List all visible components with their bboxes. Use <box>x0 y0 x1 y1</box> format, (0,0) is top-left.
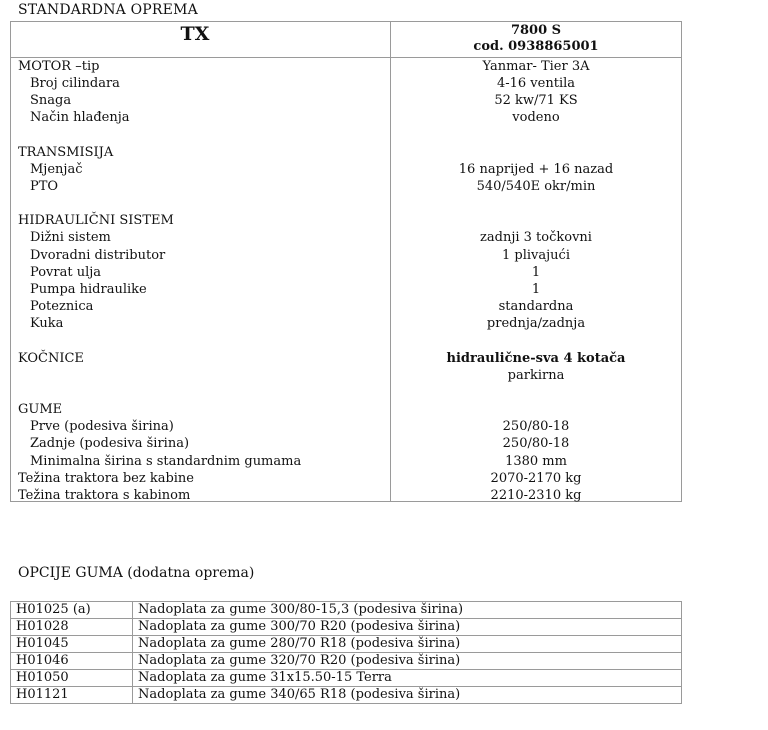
spec-value-pto: 540/540E okr/min <box>476 179 596 194</box>
table-row <box>11 602 682 619</box>
spec-value-rear-tires: 250/80-18 <box>502 436 570 451</box>
option-desc: Nadoplata za gume 300/80-15,3 (podesiva širina) <box>133 602 682 619</box>
spec-label-pto: PTO <box>30 179 59 194</box>
option-code: H01121 <box>11 687 133 704</box>
spec-label-drawbar: Poteznica <box>30 299 94 314</box>
spec-value-front-tires: 250/80-18 <box>502 419 570 434</box>
spec-label-lift: Dižni sistem <box>30 230 111 245</box>
spec-label-gearbox: Mjenjač <box>30 162 83 177</box>
spec-label-weight-no-cab: Težina traktora bez kabine <box>18 471 195 486</box>
option-code: H01028 <box>11 619 133 636</box>
spec-value-oil-return: 1 <box>531 265 541 280</box>
spec-value-drawbar: standardna <box>498 299 574 314</box>
variant-code: cod. 0938865001 <box>473 39 599 54</box>
table-row <box>11 619 682 636</box>
spec-label-weight-cab: Težina traktora s kabinom <box>18 488 191 503</box>
option-desc: Nadoplata za gume 320/70 R20 (podesiva širina) <box>133 653 682 670</box>
spec-value-weight-cab: 2210-2310 kg <box>490 488 582 503</box>
options-table <box>10 601 682 704</box>
model-name: TX <box>180 23 210 45</box>
option-code: H01025 (a) <box>11 602 133 619</box>
spec-value-weight-no-cab: 2070-2170 kg <box>490 471 582 486</box>
spec-label-oil-return: Povrat ulja <box>30 265 102 280</box>
spec-value-min-width: 1380 mm <box>505 454 567 469</box>
spec-label-hook: Kuka <box>30 316 64 331</box>
table-row <box>11 670 682 687</box>
spec-value-distributor: 1 plivajući <box>502 248 570 263</box>
spec-label-cylinders: Broj cilindara <box>30 76 120 91</box>
option-desc: Nadoplata za gume 31x15.50-15 Terra <box>133 670 682 687</box>
spec-value-cooling: vodeno <box>512 110 560 125</box>
spec-label-tires: GUME <box>18 402 63 417</box>
options-title: OPCIJE GUMA (dodatna oprema) <box>18 565 255 581</box>
table-row <box>11 653 682 670</box>
option-code: H01046 <box>11 653 133 670</box>
spec-label-front-tires: Prve (podesiva širina) <box>30 419 174 434</box>
spec-label-rear-tires: Zadnje (podesiva širina) <box>30 436 190 451</box>
spec-value-cylinders: 4-16 ventila <box>496 76 576 91</box>
spec-value-gearbox: 16 naprijed + 16 nazad <box>458 162 614 177</box>
spec-label-motor: MOTOR –tip <box>18 59 100 74</box>
spec-label-hydraulics: HIDRAULIČNI SISTEM <box>18 213 174 228</box>
option-code: H01050 <box>11 670 133 687</box>
table-row <box>11 636 682 653</box>
spec-label-cooling: Način hlađenja <box>30 110 130 125</box>
spec-value-pump: 1 <box>531 282 541 297</box>
spec-value-brakes: hidraulične-sva 4 kotača <box>446 351 626 366</box>
option-desc: Nadoplata za gume 280/70 R18 (podesiva širina) <box>133 636 682 653</box>
variant-name: 7800 S <box>510 23 562 38</box>
spec-label-min-width: Minimalna širina s standardnim gumama <box>30 454 302 469</box>
spec-label-brakes: KOČNICE <box>18 351 84 366</box>
spec-label-transmission: TRANSMISIJA <box>18 145 114 160</box>
option-code: H01045 <box>11 636 133 653</box>
spec-label-distributor: Dvoradni distributor <box>30 248 166 263</box>
option-desc: Nadoplata za gume 300/70 R20 (podesiva širina) <box>133 619 682 636</box>
page-title: STANDARDNA OPREMA <box>18 2 198 18</box>
spec-value-lift: zadnji 3 točkovni <box>480 230 592 245</box>
option-desc: Nadoplata za gume 340/65 R18 (podesiva širina) <box>133 687 682 704</box>
spec-label-power: Snaga <box>30 93 72 108</box>
table-row <box>11 687 682 704</box>
spec-label-pump: Pumpa hidraulike <box>30 282 147 297</box>
spec-value-power: 52 kw/71 KS <box>494 93 578 108</box>
spec-value-parking-brake: parkirna <box>507 368 565 383</box>
spec-value-motor: Yanmar- Tier 3A <box>482 59 590 74</box>
spec-value-hook: prednja/zadnja <box>486 316 586 331</box>
